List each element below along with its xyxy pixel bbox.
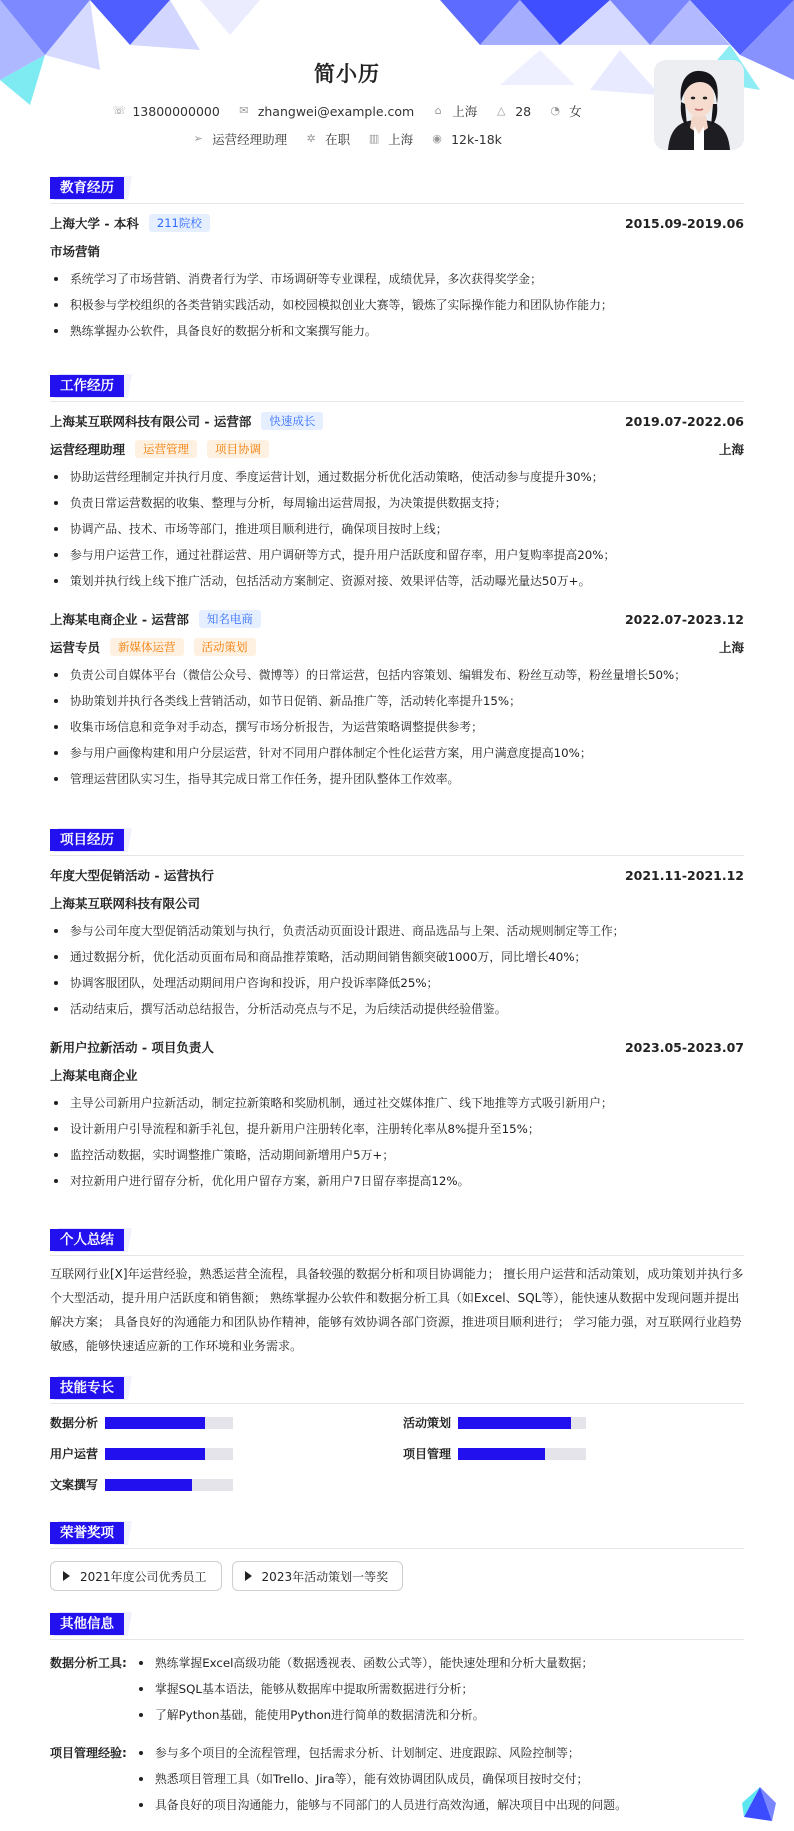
salary-info: ◉ 12k-18k bbox=[432, 131, 502, 147]
role-tag: 活动策划 bbox=[194, 638, 256, 656]
gender-info: ◔ 女 bbox=[550, 104, 582, 119]
skill-item: 文案撰写 bbox=[50, 1476, 403, 1493]
company-name: 上海某互联网科技有限公司 - 运营部 bbox=[50, 414, 252, 429]
list-item: 协助运营经理制定并执行月度、季度运营计划，通过数据分析优化活动策略，使活动参与度提升30%； bbox=[50, 464, 744, 490]
skill-bar-fill bbox=[105, 1417, 205, 1429]
skill-item: 项目管理 bbox=[403, 1445, 744, 1462]
list-item: 积极参与学校组织的各类营销实践活动，如校园模拟创业大赛等，锻炼了实际操作能力和团队协作能力； bbox=[50, 292, 744, 318]
job-bullets bbox=[50, 464, 744, 594]
school-name: 上海大学 - 本科 bbox=[50, 216, 139, 231]
list-item: 了解Python基础，能使用Python进行简单的数据清洗和分析。 bbox=[135, 1702, 593, 1728]
section-title: 教育经历 bbox=[50, 176, 744, 200]
gender-icon: ◔ bbox=[550, 104, 560, 117]
awards-section bbox=[50, 1521, 744, 1591]
award-item: 2021年度公司优秀员工 bbox=[50, 1561, 222, 1591]
job-entry bbox=[50, 412, 744, 430]
city-info: ▥ 上海 bbox=[368, 132, 414, 147]
list-item: 协助策划并执行各类线上营销活动，如节日促销、新品推广等，活动转化率提升15%； bbox=[50, 688, 744, 714]
other-group: 数据分析工具: 熟练掌握Excel高级功能（数据透视表、函数公式等），能快速处理和分析大量数据； 掌握SQL基本语法，能够从数据库中提取所需数据进行分析； 了解Python基础，能使用Python进行简单的数据清洗和分析。 bbox=[50, 1650, 744, 1728]
section-title: 工作经历 bbox=[50, 374, 744, 398]
work-section bbox=[50, 374, 744, 792]
contact-row bbox=[0, 102, 694, 120]
project-org: 上海某互联网科技有限公司 bbox=[50, 896, 201, 911]
list-item: 负责日常运营数据的收集、整理与分析，每周输出运营周报，为决策提供数据支持； bbox=[50, 490, 744, 516]
other-group: 项目管理经验: 参与多个项目的全流程管理，包括需求分析、计划制定、进度跟踪、风险控制等； 熟悉项目管理工具（如Trello、Jira等），能有效协调团队成员，确保项目按时交付； 具备良好的项目沟通能力，能够与不同部门的人员进行高效沟通，解决项目中出现的问题。 bbox=[50, 1740, 744, 1818]
school-tag: 211院校 bbox=[149, 214, 210, 232]
job-role: 运营专员 新媒体运营 活动策划 上海 bbox=[50, 640, 744, 655]
age-icon: △ bbox=[496, 104, 506, 117]
building-icon: ▥ bbox=[368, 132, 380, 145]
list-item: 参与公司年度大型促销活动策划与执行，负责活动页面设计跟进、商品选品与上架、活动规则制定等工作； bbox=[50, 918, 744, 944]
summary-text: 互联网行业[X]年运营经验，熟悉运营全流程，具备较强的数据分析和项目协调能力； 擅长用户运营和活动策划，成功策划并执行多个大型活动，提升用户活跃度和销售额； 熟练掌握办公软件和数据分析工具（如Excel、SQL等），能快速从数据中发现问题并提出解决方案； 具备良好的沟通能力和团队协作精神，能够有效协调各部门资源，推进项目顺利进行； 学习能力强，对互联网行业趋势敏感，能够快速适应新的工作环境和业务需求。 bbox=[50, 1267, 744, 1353]
education-bullets bbox=[50, 266, 744, 344]
position-info: ➢ 运营经理助理 bbox=[193, 132, 288, 147]
list-item: 管理运营团队实习生，指导其完成日常工作任务，提升团队整体工作效率。 bbox=[50, 766, 744, 792]
project-org: 上海某电商企业 bbox=[50, 1068, 138, 1083]
phone-info: ☏ 13800000000 bbox=[112, 103, 220, 119]
list-item: 熟练掌握Excel高级功能（数据透视表、函数公式等），能快速处理和分析大量数据； bbox=[135, 1650, 593, 1676]
section-title: 个人总结 bbox=[50, 1228, 744, 1252]
intent-row bbox=[0, 130, 694, 148]
company-tag: 快速成长 bbox=[261, 412, 323, 430]
skills-grid bbox=[50, 1414, 744, 1493]
education-date: 2015.09-2019.06 bbox=[624, 215, 744, 231]
list-item: 通过数据分析，优化活动页面布局和商品推荐策略，活动期间销售额突破1000万，同比增长40%； bbox=[50, 944, 744, 970]
section-title: 其他信息 bbox=[50, 1612, 744, 1636]
skill-bar bbox=[105, 1479, 233, 1491]
award-item: 2023年活动策划一等奖 bbox=[232, 1561, 404, 1591]
skill-item: 活动策划 bbox=[403, 1414, 744, 1431]
list-item: 参与用户运营工作，通过社群运营、用户调研等方式，提升用户活跃度和留存率，用户复购率提高20%； bbox=[50, 542, 744, 568]
skill-bar-fill bbox=[105, 1448, 205, 1460]
skills-section bbox=[50, 1376, 744, 1493]
project-bullets bbox=[50, 1090, 744, 1194]
other-section bbox=[50, 1612, 744, 1818]
job-date: 2019.07-2022.06 bbox=[624, 413, 744, 429]
skill-bar bbox=[458, 1448, 586, 1460]
major: 市场营销 bbox=[50, 244, 101, 259]
list-item: 系统学习了市场营销、消费者行为学、市场调研等专业课程，成绩优异，多次获得奖学金； bbox=[50, 266, 744, 292]
skill-bar-fill bbox=[458, 1448, 545, 1460]
job-role: 运营经理助理 运营管理 项目协调 上海 bbox=[50, 442, 744, 457]
section-title: 项目经历 bbox=[50, 828, 744, 852]
skill-bar-fill bbox=[105, 1479, 192, 1491]
education-entry bbox=[50, 214, 744, 232]
list-item: 设计新用户引导流程和新手礼包，提升新用户注册转化率，注册转化率从8%提升至15%； bbox=[50, 1116, 744, 1142]
skill-bar bbox=[105, 1448, 233, 1460]
list-item: 策划并执行线上线下推广活动，包括活动方案制定、资源对接、效果评估等，活动曝光量达50万+。 bbox=[50, 568, 744, 594]
list-item: 主导公司新用户拉新活动，制定拉新策略和奖励机制，通过社交媒体推广、线下地推等方式吸引新用户； bbox=[50, 1090, 744, 1116]
home-icon: ⌂ bbox=[434, 104, 442, 117]
project-name: 新用户拉新活动 - 项目负责人 bbox=[50, 1040, 214, 1055]
list-item: 参与多个项目的全流程管理，包括需求分析、计划制定、进度跟踪、风险控制等； bbox=[135, 1740, 627, 1766]
list-item: 熟悉项目管理工具（如Trello、Jira等），能有效协调团队成员，确保项目按时交付； bbox=[135, 1766, 627, 1792]
skill-item: 用户运营 bbox=[50, 1445, 403, 1462]
corner-logo-icon bbox=[740, 1783, 776, 1821]
summary-section bbox=[50, 1228, 744, 1358]
list-item: 对拉新用户进行留存分析，优化用户留存方案，新用户7日留存率提高12%。 bbox=[50, 1168, 744, 1194]
section-title: 荣誉奖项 bbox=[50, 1521, 744, 1545]
job-date: 2022.07-2023.12 bbox=[624, 611, 744, 627]
avatar bbox=[654, 60, 744, 150]
play-icon bbox=[63, 1571, 70, 1581]
list-item: 活动结束后，撰写活动总结报告，分析活动亮点与不足，为后续活动提供经验借鉴。 bbox=[50, 996, 744, 1022]
email-info: ✉ zhangwei@example.com bbox=[239, 103, 415, 119]
list-item: 负责公司自媒体平台（微信公众号、微博等）的日常运营，包括内容策划、编辑发布、粉丝互动等，粉丝量增长50%； bbox=[50, 662, 744, 688]
company-tag: 知名电商 bbox=[199, 610, 261, 628]
list-item: 监控活动数据，实时调整推广策略，活动期间新增用户5万+； bbox=[50, 1142, 744, 1168]
list-item: 参与用户画像构建和用户分层运营，针对不同用户群体制定个性化运营方案，用户满意度提高10%； bbox=[50, 740, 744, 766]
candidate-name: 简小历 bbox=[314, 62, 380, 86]
awards-list bbox=[50, 1561, 744, 1591]
mail-icon: ✉ bbox=[239, 104, 249, 117]
job-city: 上海 bbox=[718, 442, 744, 457]
play-icon bbox=[245, 1571, 252, 1581]
role-tag: 新媒体运营 bbox=[110, 638, 184, 656]
salary-icon: ◉ bbox=[432, 132, 442, 145]
job-city: 上海 bbox=[718, 640, 744, 655]
project-entry bbox=[50, 1038, 744, 1056]
list-item: 熟练掌握办公软件，具备良好的数据分析和文案撰写能力。 bbox=[50, 318, 744, 344]
list-item: 协调产品、技术、市场等部门，推进项目顺利进行，确保项目按时上线； bbox=[50, 516, 744, 542]
skill-bar bbox=[105, 1417, 233, 1429]
company-name: 上海某电商企业 - 运营部 bbox=[50, 612, 189, 627]
job-bullets bbox=[50, 662, 744, 792]
project-entry bbox=[50, 866, 744, 884]
role-tag: 运营管理 bbox=[135, 440, 197, 458]
skill-item: 数据分析 bbox=[50, 1414, 403, 1431]
education-section bbox=[50, 176, 744, 344]
list-item: 收集市场信息和竞争对手动态，撰写市场分析报告，为运营策略调整提供参考； bbox=[50, 714, 744, 740]
home-info: ⌂ 上海 bbox=[432, 102, 477, 120]
status-info: ✲ 在职 bbox=[306, 132, 351, 147]
skill-bar bbox=[458, 1417, 586, 1429]
projects-section bbox=[50, 828, 744, 1194]
list-item: 协调客服团队，处理活动期间用户咨询和投诉，用户投诉率降低25%； bbox=[50, 970, 744, 996]
age-info: △ 28 bbox=[496, 103, 532, 119]
phone-icon: ☏ bbox=[112, 104, 127, 117]
status-icon: ✲ bbox=[306, 132, 316, 145]
project-date: 2021.11-2021.12 bbox=[624, 867, 744, 883]
project-date: 2023.05-2023.07 bbox=[624, 1039, 744, 1055]
list-item: 具备良好的项目沟通能力，能够与不同部门的人员进行高效沟通，解决项目中出现的问题。 bbox=[135, 1792, 627, 1818]
skill-bar-fill bbox=[458, 1417, 571, 1429]
project-name: 年度大型促销活动 - 运营执行 bbox=[50, 868, 214, 883]
role-tag: 项目协调 bbox=[207, 440, 269, 458]
list-item: 掌握SQL基本语法，能够从数据库中提取所需数据进行分析； bbox=[135, 1676, 593, 1702]
send-icon: ➢ bbox=[193, 132, 203, 145]
job-entry bbox=[50, 610, 744, 628]
section-title: 技能专长 bbox=[50, 1376, 744, 1400]
project-bullets bbox=[50, 918, 744, 1022]
